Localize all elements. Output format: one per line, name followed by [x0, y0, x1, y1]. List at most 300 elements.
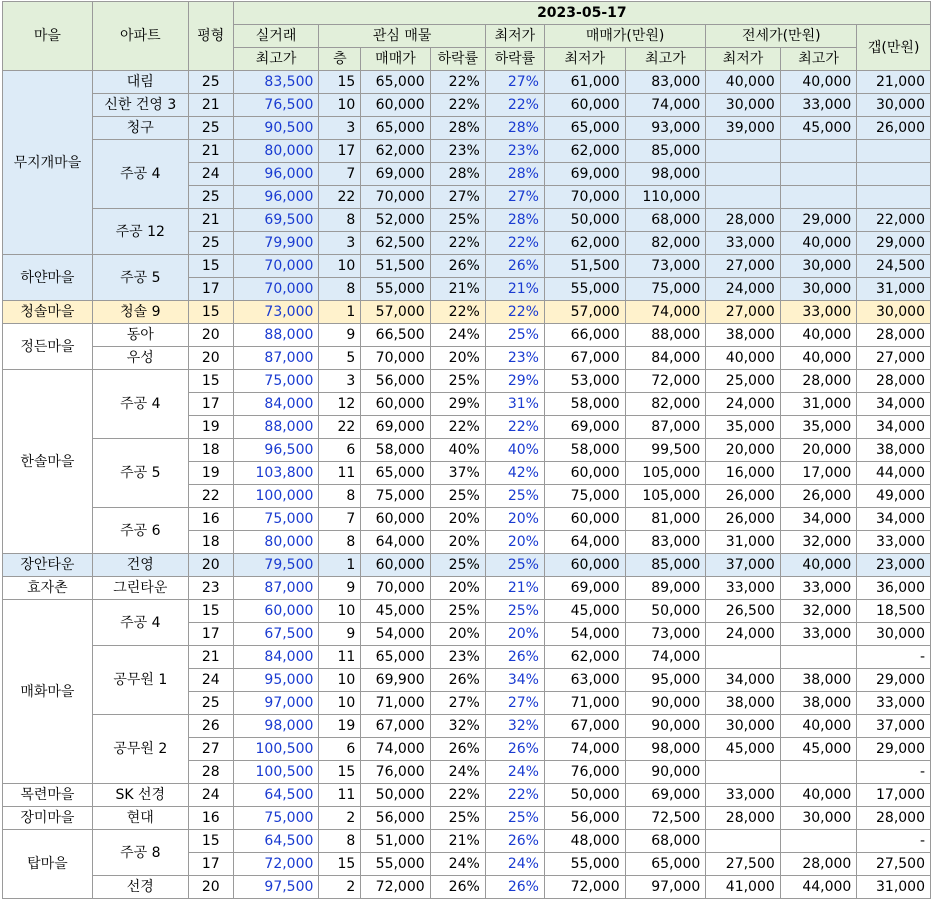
cell-size: 17	[188, 393, 233, 416]
cell-floor: 8	[319, 209, 361, 232]
complex-name: 주공 8	[92, 830, 188, 876]
cell-actual-max: 67,500	[233, 623, 319, 646]
cell-size: 27	[188, 738, 233, 761]
cell-lowest-drop: 21%	[485, 278, 544, 301]
cell-gap: 28,000	[857, 370, 931, 393]
cell-floor: 10	[319, 692, 361, 715]
cell-lowest-drop: 25%	[485, 485, 544, 508]
cell-listing-price: 58,000	[361, 439, 430, 462]
cell-listing-drop: 22%	[430, 71, 485, 94]
table-row	[3, 370, 931, 393]
cell-trade-max: 82,000	[625, 232, 706, 255]
cell-actual-max: 87,000	[233, 347, 319, 370]
cell-trade-min: 69,000	[544, 416, 625, 439]
cell-size: 18	[188, 439, 233, 462]
cell-actual-max: 103,800	[233, 462, 319, 485]
cell-actual-max: 95,000	[233, 669, 319, 692]
cell-actual-max: 79,500	[233, 554, 319, 577]
village-name: 하얀마을	[3, 255, 93, 301]
complex-name: 주공 4	[92, 140, 188, 209]
table-row	[3, 347, 931, 370]
cell-jeonse-max	[780, 186, 857, 209]
table-row	[3, 301, 931, 324]
cell-gap: -	[857, 761, 931, 784]
cell-jeonse-max: 20,000	[780, 439, 857, 462]
cell-floor: 22	[319, 186, 361, 209]
cell-gap: 33,000	[857, 692, 931, 715]
cell-jeonse-min: 45,000	[706, 738, 781, 761]
header-village: 마을	[3, 2, 93, 71]
complex-name: 현대	[92, 807, 188, 830]
cell-trade-min: 63,000	[544, 669, 625, 692]
cell-lowest-drop: 20%	[485, 623, 544, 646]
cell-trade-max: 83,000	[625, 71, 706, 94]
cell-size: 18	[188, 531, 233, 554]
cell-jeonse-max: 34,000	[780, 508, 857, 531]
cell-jeonse-max: 45,000	[780, 117, 857, 140]
cell-jeonse-max: 30,000	[780, 278, 857, 301]
cell-listing-drop: 21%	[430, 830, 485, 853]
table-row	[3, 71, 931, 94]
cell-jeonse-min	[706, 646, 781, 669]
cell-listing-price: 60,000	[361, 554, 430, 577]
table-row	[3, 94, 931, 117]
cell-jeonse-max: 31,000	[780, 393, 857, 416]
cell-trade-max: 98,000	[625, 163, 706, 186]
cell-size: 21	[188, 209, 233, 232]
cell-trade-max: 65,000	[625, 853, 706, 876]
cell-lowest-drop: 21%	[485, 577, 544, 600]
table-row	[3, 830, 931, 853]
cell-listing-drop: 24%	[430, 761, 485, 784]
cell-gap: -	[857, 646, 931, 669]
cell-trade-min: 64,000	[544, 531, 625, 554]
cell-jeonse-max: 40,000	[780, 784, 857, 807]
cell-floor: 3	[319, 232, 361, 255]
cell-gap: 22,000	[857, 209, 931, 232]
cell-actual-max: 70,000	[233, 278, 319, 301]
cell-listing-price: 66,500	[361, 324, 430, 347]
village-name: 매화마을	[3, 600, 93, 784]
cell-jeonse-min	[706, 830, 781, 853]
cell-trade-max: 105,000	[625, 485, 706, 508]
cell-lowest-drop: 22%	[485, 232, 544, 255]
cell-jeonse-max: 45,000	[780, 738, 857, 761]
cell-listing-price: 54,000	[361, 623, 430, 646]
cell-jeonse-min: 35,000	[706, 416, 781, 439]
cell-trade-min: 76,000	[544, 761, 625, 784]
cell-trade-min: 55,000	[544, 278, 625, 301]
cell-listing-price: 65,000	[361, 646, 430, 669]
cell-listing-price: 56,000	[361, 807, 430, 830]
table-row	[3, 784, 931, 807]
complex-name: 건영	[92, 554, 188, 577]
cell-listing-drop: 20%	[430, 577, 485, 600]
cell-trade-min: 51,500	[544, 255, 625, 278]
cell-jeonse-min: 26,000	[706, 508, 781, 531]
cell-floor: 1	[319, 554, 361, 577]
cell-actual-max: 79,900	[233, 232, 319, 255]
cell-jeonse-max	[780, 830, 857, 853]
table-row	[3, 255, 931, 278]
cell-trade-min: 55,000	[544, 853, 625, 876]
cell-actual-max: 80,000	[233, 531, 319, 554]
header-price: 매매가	[361, 48, 430, 71]
cell-listing-drop: 22%	[430, 232, 485, 255]
cell-lowest-drop: 26%	[485, 646, 544, 669]
cell-listing-drop: 29%	[430, 393, 485, 416]
cell-jeonse-min: 40,000	[706, 71, 781, 94]
cell-trade-min: 50,000	[544, 209, 625, 232]
cell-trade-min: 62,000	[544, 232, 625, 255]
cell-listing-drop: 28%	[430, 117, 485, 140]
cell-floor: 11	[319, 784, 361, 807]
cell-trade-max: 82,000	[625, 393, 706, 416]
cell-listing-drop: 20%	[430, 623, 485, 646]
cell-trade-max: 84,000	[625, 347, 706, 370]
cell-jeonse-max: 33,000	[780, 623, 857, 646]
cell-floor: 9	[319, 623, 361, 646]
table-row	[3, 554, 931, 577]
cell-trade-min: 69,000	[544, 577, 625, 600]
cell-trade-min: 60,000	[544, 94, 625, 117]
cell-floor: 12	[319, 393, 361, 416]
cell-actual-max: 96,000	[233, 186, 319, 209]
cell-actual-max: 100,000	[233, 485, 319, 508]
cell-floor: 2	[319, 807, 361, 830]
cell-listing-drop: 25%	[430, 600, 485, 623]
cell-jeonse-max: 30,000	[780, 807, 857, 830]
cell-jeonse-min: 24,000	[706, 278, 781, 301]
cell-listing-price: 64,000	[361, 531, 430, 554]
cell-lowest-drop: 22%	[485, 416, 544, 439]
cell-jeonse-min: 24,000	[706, 393, 781, 416]
cell-jeonse-min: 28,000	[706, 807, 781, 830]
cell-lowest-drop: 22%	[485, 94, 544, 117]
cell-listing-price: 60,000	[361, 508, 430, 531]
cell-size: 25	[188, 186, 233, 209]
cell-gap: -	[857, 830, 931, 853]
cell-listing-drop: 26%	[430, 669, 485, 692]
cell-listing-price: 52,000	[361, 209, 430, 232]
cell-trade-max: 95,000	[625, 669, 706, 692]
cell-trade-max: 90,000	[625, 692, 706, 715]
cell-jeonse-max: 40,000	[780, 715, 857, 738]
cell-lowest-drop: 27%	[485, 692, 544, 715]
cell-trade-min: 56,000	[544, 807, 625, 830]
village-name: 목련마을	[3, 784, 93, 807]
complex-name: 청구	[92, 117, 188, 140]
cell-lowest-drop: 29%	[485, 370, 544, 393]
cell-floor: 10	[319, 600, 361, 623]
cell-actual-max: 70,000	[233, 255, 319, 278]
cell-actual-max: 60,000	[233, 600, 319, 623]
cell-actual-max: 88,000	[233, 416, 319, 439]
cell-listing-price: 69,000	[361, 163, 430, 186]
cell-jeonse-min: 34,000	[706, 669, 781, 692]
cell-listing-drop: 37%	[430, 462, 485, 485]
cell-trade-max: 85,000	[625, 554, 706, 577]
cell-jeonse-max: 40,000	[780, 71, 857, 94]
header-lowest-bottom: 하락률	[485, 48, 544, 71]
cell-size: 21	[188, 140, 233, 163]
cell-jeonse-min: 40,000	[706, 347, 781, 370]
cell-lowest-drop: 20%	[485, 508, 544, 531]
cell-jeonse-min: 39,000	[706, 117, 781, 140]
cell-gap: 18,500	[857, 600, 931, 623]
table-row	[3, 117, 931, 140]
cell-floor: 9	[319, 577, 361, 600]
cell-jeonse-min: 38,000	[706, 324, 781, 347]
cell-size: 17	[188, 853, 233, 876]
cell-actual-max: 96,000	[233, 163, 319, 186]
cell-listing-price: 55,000	[361, 853, 430, 876]
cell-jeonse-min: 24,000	[706, 623, 781, 646]
table-row	[3, 715, 931, 738]
cell-actual-max: 80,000	[233, 140, 319, 163]
cell-jeonse-min: 30,000	[706, 715, 781, 738]
cell-listing-drop: 25%	[430, 370, 485, 393]
cell-trade-min: 45,000	[544, 600, 625, 623]
price-table	[2, 1, 931, 899]
cell-lowest-drop: 26%	[485, 876, 544, 899]
cell-listing-drop: 20%	[430, 508, 485, 531]
village-name: 정든마을	[3, 324, 93, 370]
cell-gap: 37,000	[857, 715, 931, 738]
cell-lowest-drop: 23%	[485, 140, 544, 163]
cell-floor: 11	[319, 462, 361, 485]
cell-trade-max: 72,500	[625, 807, 706, 830]
cell-listing-drop: 27%	[430, 186, 485, 209]
complex-name: 주공 5	[92, 439, 188, 508]
header-jeonse-max: 최고가	[780, 48, 857, 71]
cell-floor: 2	[319, 876, 361, 899]
cell-jeonse-min: 30,000	[706, 94, 781, 117]
cell-lowest-drop: 31%	[485, 393, 544, 416]
cell-listing-drop: 23%	[430, 646, 485, 669]
cell-jeonse-min	[706, 761, 781, 784]
cell-jeonse-max: 40,000	[780, 554, 857, 577]
cell-trade-max: 68,000	[625, 209, 706, 232]
cell-floor: 10	[319, 94, 361, 117]
cell-actual-max: 87,000	[233, 577, 319, 600]
cell-jeonse-min: 26,000	[706, 485, 781, 508]
cell-floor: 22	[319, 416, 361, 439]
cell-size: 20	[188, 347, 233, 370]
cell-listing-drop: 22%	[430, 416, 485, 439]
cell-listing-price: 70,000	[361, 577, 430, 600]
cell-trade-max: 68,000	[625, 830, 706, 853]
cell-listing-price: 56,000	[361, 370, 430, 393]
cell-jeonse-max: 30,000	[780, 255, 857, 278]
cell-jeonse-max	[780, 761, 857, 784]
cell-listing-price: 72,000	[361, 876, 430, 899]
cell-size: 15	[188, 830, 233, 853]
cell-gap: 36,000	[857, 577, 931, 600]
cell-floor: 6	[319, 439, 361, 462]
cell-jeonse-max: 32,000	[780, 600, 857, 623]
cell-actual-max: 75,000	[233, 508, 319, 531]
cell-jeonse-max: 35,000	[780, 416, 857, 439]
cell-jeonse-min: 33,000	[706, 232, 781, 255]
cell-listing-price: 60,000	[361, 94, 430, 117]
cell-trade-max: 88,000	[625, 324, 706, 347]
cell-actual-max: 83,500	[233, 71, 319, 94]
village-name: 효자촌	[3, 577, 93, 600]
complex-name: 주공 6	[92, 508, 188, 554]
cell-trade-min: 60,000	[544, 508, 625, 531]
complex-name: SK 선경	[92, 784, 188, 807]
cell-listing-price: 65,000	[361, 117, 430, 140]
complex-name: 그린타운	[92, 577, 188, 600]
cell-size: 20	[188, 554, 233, 577]
cell-gap: 28,000	[857, 324, 931, 347]
header-jeonse: 전세가(만원)	[706, 25, 857, 48]
header-actual-bottom: 최고가	[233, 48, 319, 71]
cell-floor: 3	[319, 117, 361, 140]
cell-gap: 17,000	[857, 784, 931, 807]
cell-floor: 8	[319, 485, 361, 508]
cell-trade-min: 57,000	[544, 301, 625, 324]
cell-trade-max: 89,000	[625, 577, 706, 600]
cell-trade-max: 83,000	[625, 531, 706, 554]
cell-listing-price: 62,500	[361, 232, 430, 255]
cell-trade-min: 70,000	[544, 186, 625, 209]
cell-actual-max: 84,000	[233, 393, 319, 416]
cell-floor: 8	[319, 278, 361, 301]
cell-floor: 6	[319, 738, 361, 761]
cell-trade-max: 85,000	[625, 140, 706, 163]
cell-size: 22	[188, 485, 233, 508]
cell-gap: 21,000	[857, 71, 931, 94]
header-trade-min: 최저가	[544, 48, 625, 71]
cell-gap: 31,000	[857, 876, 931, 899]
cell-jeonse-max: 38,000	[780, 669, 857, 692]
header-jeonse-min: 최저가	[706, 48, 781, 71]
cell-jeonse-max: 38,000	[780, 692, 857, 715]
cell-listing-drop: 24%	[430, 324, 485, 347]
cell-jeonse-min	[706, 163, 781, 186]
cell-listing-price: 50,000	[361, 784, 430, 807]
cell-gap: 30,000	[857, 301, 931, 324]
cell-listing-drop: 22%	[430, 784, 485, 807]
cell-gap: 34,000	[857, 508, 931, 531]
cell-jeonse-max: 33,000	[780, 301, 857, 324]
cell-actual-max: 64,500	[233, 784, 319, 807]
complex-name: 대림	[92, 71, 188, 94]
cell-trade-min: 54,000	[544, 623, 625, 646]
cell-trade-min: 62,000	[544, 646, 625, 669]
header-date: 2023-05-17	[233, 2, 930, 25]
cell-size: 26	[188, 715, 233, 738]
cell-listing-price: 45,000	[361, 600, 430, 623]
cell-gap: 33,000	[857, 531, 931, 554]
cell-gap: 27,500	[857, 853, 931, 876]
cell-size: 19	[188, 462, 233, 485]
cell-actual-max: 88,000	[233, 324, 319, 347]
complex-name: 공무원 2	[92, 715, 188, 784]
complex-name: 공무원 1	[92, 646, 188, 715]
complex-name: 청솔 9	[92, 301, 188, 324]
complex-name: 우성	[92, 347, 188, 370]
cell-floor: 7	[319, 508, 361, 531]
cell-jeonse-min: 33,000	[706, 784, 781, 807]
table-row	[3, 439, 931, 462]
cell-trade-max: 87,000	[625, 416, 706, 439]
complex-name: 주공 5	[92, 255, 188, 301]
cell-trade-min: 60,000	[544, 554, 625, 577]
cell-size: 20	[188, 324, 233, 347]
header-interest: 관심 매물	[319, 25, 485, 48]
header-row-1	[3, 2, 931, 25]
cell-trade-max: 75,000	[625, 278, 706, 301]
cell-trade-min: 58,000	[544, 439, 625, 462]
cell-floor: 15	[319, 853, 361, 876]
cell-listing-price: 65,000	[361, 71, 430, 94]
cell-jeonse-max: 44,000	[780, 876, 857, 899]
header-trade-max: 최고가	[625, 48, 706, 71]
cell-jeonse-min: 38,000	[706, 692, 781, 715]
cell-lowest-drop: 27%	[485, 186, 544, 209]
cell-size: 25	[188, 692, 233, 715]
cell-trade-max: 69,000	[625, 784, 706, 807]
cell-trade-max: 74,000	[625, 646, 706, 669]
cell-trade-min: 74,000	[544, 738, 625, 761]
cell-jeonse-max: 17,000	[780, 462, 857, 485]
cell-jeonse-max: 33,000	[780, 94, 857, 117]
cell-jeonse-max: 29,000	[780, 209, 857, 232]
cell-jeonse-max: 26,000	[780, 485, 857, 508]
cell-listing-price: 71,000	[361, 692, 430, 715]
cell-jeonse-max	[780, 163, 857, 186]
cell-listing-drop: 26%	[430, 738, 485, 761]
cell-trade-max: 50,000	[625, 600, 706, 623]
cell-trade-min: 60,000	[544, 462, 625, 485]
table-row	[3, 807, 931, 830]
cell-actual-max: 75,000	[233, 370, 319, 393]
cell-gap	[857, 186, 931, 209]
cell-trade-max: 90,000	[625, 715, 706, 738]
cell-trade-min: 71,000	[544, 692, 625, 715]
cell-floor: 11	[319, 646, 361, 669]
cell-trade-min: 69,000	[544, 163, 625, 186]
cell-gap: 23,000	[857, 554, 931, 577]
cell-listing-drop: 28%	[430, 163, 485, 186]
cell-listing-drop: 26%	[430, 876, 485, 899]
cell-floor: 8	[319, 531, 361, 554]
cell-trade-max: 81,000	[625, 508, 706, 531]
cell-gap: 49,000	[857, 485, 931, 508]
village-name: 탑마을	[3, 830, 93, 899]
cell-floor: 17	[319, 140, 361, 163]
cell-jeonse-min: 25,000	[706, 370, 781, 393]
cell-listing-price: 67,000	[361, 715, 430, 738]
table-row	[3, 646, 931, 669]
cell-size: 15	[188, 301, 233, 324]
cell-floor: 3	[319, 370, 361, 393]
cell-size: 25	[188, 117, 233, 140]
cell-listing-price: 69,900	[361, 669, 430, 692]
cell-jeonse-max: 40,000	[780, 347, 857, 370]
header-actual-top: 실거래	[233, 25, 319, 48]
complex-name: 주공 4	[92, 600, 188, 646]
complex-name: 선경	[92, 876, 188, 899]
cell-size: 15	[188, 370, 233, 393]
cell-gap: 30,000	[857, 94, 931, 117]
cell-trade-min: 72,000	[544, 876, 625, 899]
cell-floor: 8	[319, 830, 361, 853]
cell-lowest-drop: 24%	[485, 853, 544, 876]
